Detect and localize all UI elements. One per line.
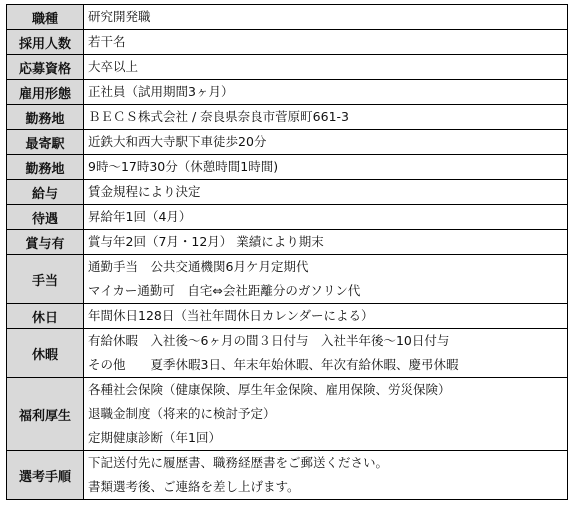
table-row [7, 105, 568, 130]
row-value-line: 大卒以上 [88, 59, 139, 74]
row-value-line: 正社員（試用期間3ヶ月） [88, 84, 234, 99]
table-row [7, 5, 568, 30]
row-value-line: その他 夏季休暇3日、年末年始休暇、年次有給休暇、慶弔休暇 [88, 357, 459, 372]
row-label: 賞与有 [7, 230, 84, 255]
table-row [7, 304, 568, 329]
row-label: 休暇 [7, 329, 84, 378]
table-row [7, 180, 568, 205]
row-value-line: 近鉄大和西大寺駅下車徒歩20分 [88, 134, 267, 149]
row-label: 休日 [7, 304, 84, 329]
row-value-line: 研究開発職 [88, 9, 151, 24]
row-value [84, 451, 568, 500]
table-row [7, 80, 568, 105]
row-label: 勤務地 [7, 105, 84, 130]
job-info-table-body [7, 5, 568, 500]
row-value [84, 55, 568, 80]
table-row [7, 30, 568, 55]
row-value-line: 下記送付先に履歴書、職務経歴書をご郵送ください。 [88, 455, 389, 470]
row-label: 勤務地 [7, 155, 84, 180]
table-row [7, 378, 568, 451]
row-value-line: マイカー通勤可 自宅⇔会社距離分のガソリン代 [88, 283, 361, 298]
row-label: 待遇 [7, 205, 84, 230]
row-value-line: 各種社会保険（健康保険、厚生年金保険、雇用保険、労災保険） [88, 382, 451, 397]
table-row [7, 55, 568, 80]
row-value [84, 30, 568, 55]
table-row [7, 205, 568, 230]
table-row [7, 130, 568, 155]
row-label: 給与 [7, 180, 84, 205]
table-row [7, 255, 568, 304]
table-row [7, 230, 568, 255]
table-row [7, 451, 568, 500]
table-row [7, 329, 568, 378]
row-value [84, 304, 568, 329]
row-value-line: ＢＥＣＳ株式会社 / 奈良県奈良市菅原町661-3 [88, 109, 349, 124]
row-value-line: 若干名 [88, 34, 126, 49]
row-value-line: 9時～17時30分（休憩時間1時間) [88, 159, 279, 174]
row-value-line: 定期健康診断（年1回） [88, 430, 221, 445]
row-value [84, 105, 568, 130]
row-value-line: 年間休日128日（当社年間休日カレンダーによる） [88, 308, 374, 323]
row-value-line: 書類選考後、ご連絡を差し上げます。 [88, 479, 300, 494]
row-value-line: 昇給年1回（4月） [88, 209, 192, 224]
row-value [84, 255, 568, 304]
row-value [84, 5, 568, 30]
row-label: 採用人数 [7, 30, 84, 55]
row-value-line: 通勤手当 公共交通機関6月ケ月定期代 [88, 259, 309, 274]
row-label: 職種 [7, 5, 84, 30]
row-label: 雇用形態 [7, 80, 84, 105]
row-value [84, 205, 568, 230]
row-value [84, 80, 568, 105]
row-value [84, 378, 568, 451]
row-value [84, 230, 568, 255]
row-label: 最寄駅 [7, 130, 84, 155]
row-label: 応募資格 [7, 55, 84, 80]
table-row [7, 155, 568, 180]
row-value [84, 155, 568, 180]
row-value-line: 有給休暇 入社後～6ヶ月の間３日付与 入社半年後～10日付与 [88, 333, 450, 348]
row-value [84, 180, 568, 205]
job-info-table [6, 4, 568, 500]
row-value-line: 賞与年2回（7月・12月） 業績により期末 [88, 234, 324, 249]
row-value [84, 329, 568, 378]
row-label: 手当 [7, 255, 84, 304]
row-label: 福利厚生 [7, 378, 84, 451]
row-value-line: 賃金規程により決定 [88, 184, 201, 199]
row-value [84, 130, 568, 155]
row-label: 選考手順 [7, 451, 84, 500]
row-value-line: 退職金制度（将来的に検討予定） [88, 406, 276, 421]
